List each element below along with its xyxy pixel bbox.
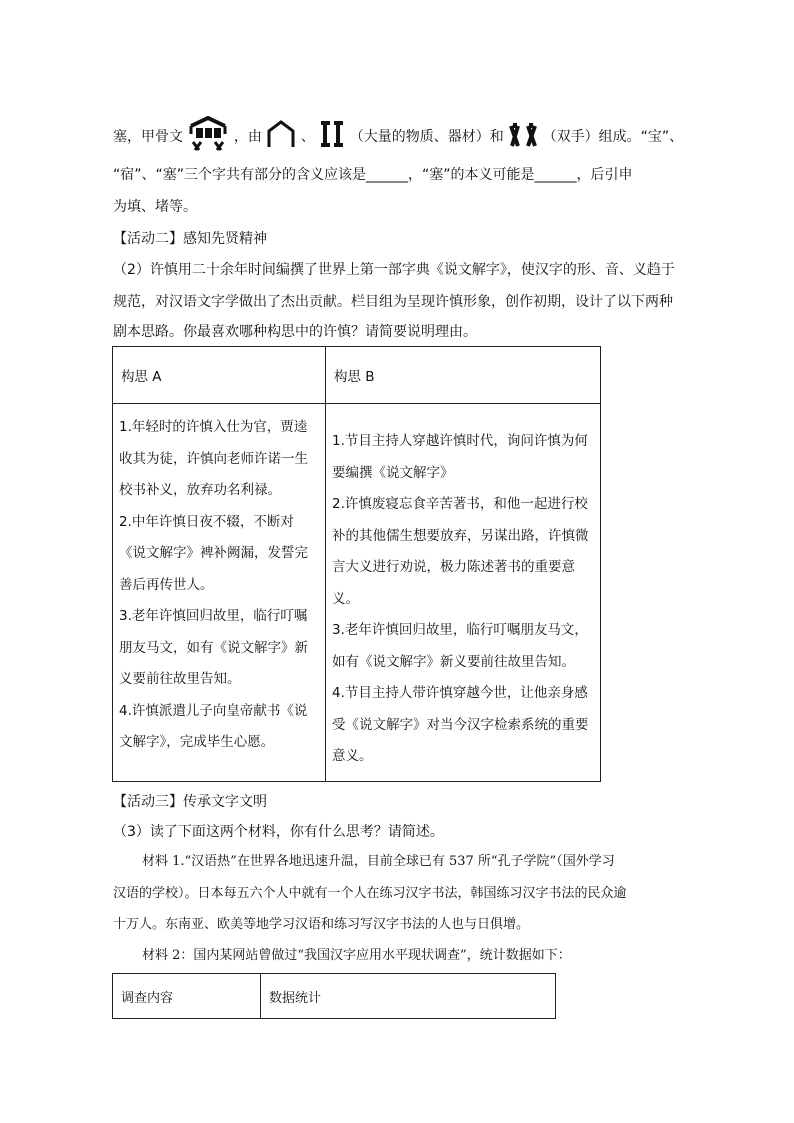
concept-a-line: 善后再传世人。 [119,576,214,593]
material1-line-2: 汉语的学校）。日本每五六个人中就有一个人在练习汉字书法，韩国练习汉字书法的民众逾 [113,886,627,901]
concept-a-line: 《说文解字》裨补阙漏，发誓完 [119,545,308,561]
material1-line-3: 十万人。东南亚、欧美等地学习汉语和练习写汉字书法的人也与日俱增。 [113,917,530,932]
concept-b-line: 意义。 [332,748,373,764]
intro-text-e: （双手）组成。“宝”、 [542,129,684,145]
material1-line-1: 材料 1.“汉语热”在世界各地迅速升温，目前全球已有 537 所“孔子学院”（国外学习 [142,854,615,869]
concept-b-line: 言大义进行劝说，极力陈述著书的重要意义。 [332,559,575,607]
concept-b-line: 1.节目主持人穿越许慎时代，询问许慎为何 [332,433,588,449]
concept-table [112,346,601,782]
concept-a-line: 4.许慎派遣儿子向皇帝献书《说 [119,702,308,719]
concept-a-line: 3.老年许慎回归故里，临行叮嘱 [119,608,308,624]
survey-table-header-row [113,974,556,1019]
concept-a-line: 2.中年许慎日夜不辍，不断对 [119,513,294,530]
activity2-heading: 【活动二】感知先贤精神 [113,231,267,247]
concept-table-header-row [113,347,601,404]
activity2-question-line-2: 规范，对汉语文字学做出了杰出贡献。栏目组为呈现许慎形象，创作初期，设计了以下两种 [113,294,673,310]
concept-a-header: 构思 A [113,347,326,404]
intro-text-c: 、 [300,129,315,145]
materials-glyph-icon [319,120,345,154]
oracle-glyph-sai-icon [187,116,229,158]
intro-line-2: “宿”、“塞”三个字共有部分的含义应该是______，“塞”的本义可能是______，后引申 [113,167,633,183]
intro-text-a: 塞，甲骨文 [113,129,183,145]
activity3-heading: 【活动三】传承文字文明 [113,794,267,810]
concept-a-line: 收其为徒，许慎向老师许诺一生 [119,450,308,467]
concept-b-cell [326,404,601,782]
concept-a-line: 文解字》，完成毕生心愿。 [119,734,275,750]
concept-a-line: 朋友马文，如有《说文解字》新 [119,639,308,656]
activity2-question-line-1: （2）许慎用二十余年时间编撰了世界上第一部字典《说文解字》，使汉字的形、音、义趋于 [113,262,675,278]
roof-glyph-icon [266,119,296,155]
activity2-question-line-3: 剧本思路。你最喜欢哪种构思中的许慎？请简要说明理由。 [113,324,477,340]
concept-b-line: 4.节目主持人带许慎穿越今世，让他亲身感 [332,685,588,701]
intro-line-3: 为填、堵等。 [113,199,197,215]
concept-b-line: 要编撰《说文解字》 [332,464,454,481]
concept-b-line: 3.老年许慎回归故里，临行叮嘱朋友马文， [332,622,588,638]
concept-b-line: 如有《说文解字》新义要前往故里告知。 [332,653,575,670]
concept-b-line: 补的其他儒生想要放弃，另谋出路，许慎微 [332,527,589,544]
intro-text-d: （大量的物质、器材）和 [349,129,504,145]
material2-line-1: 材料 2：国内某网站曾做过“我国汉字应用水平现状调查”，统计数据如下： [142,948,571,963]
survey-data-header: 数据统计 [261,974,556,1019]
concept-b-line: 受《说文解字》对当今汉字检索系统的重要 [332,716,589,733]
activity3-question: （3）读了下面这两个材料，你有什么思考？请简述。 [113,824,444,840]
concept-a-line: 1.年轻时的许慎入仕为官，贾逵 [119,419,308,435]
concept-a-line: 校书补义，放弃功名利禄。 [119,482,281,498]
two-hands-glyph-icon [508,120,538,154]
intro-text-b: ，由 [233,129,262,145]
survey-content-header: 调查内容 [113,974,261,1019]
concept-a-line: 义要前往故里告知。 [119,671,241,687]
concept-b-line: 2.许慎废寝忘食辛苦著书，和他一起进行校 [332,496,588,512]
concept-a-cell [113,404,326,782]
intro-line-1 [113,116,683,158]
concept-table-body-row [113,404,601,782]
concept-b-header: 构思 B [326,347,601,404]
survey-table [112,973,556,1019]
